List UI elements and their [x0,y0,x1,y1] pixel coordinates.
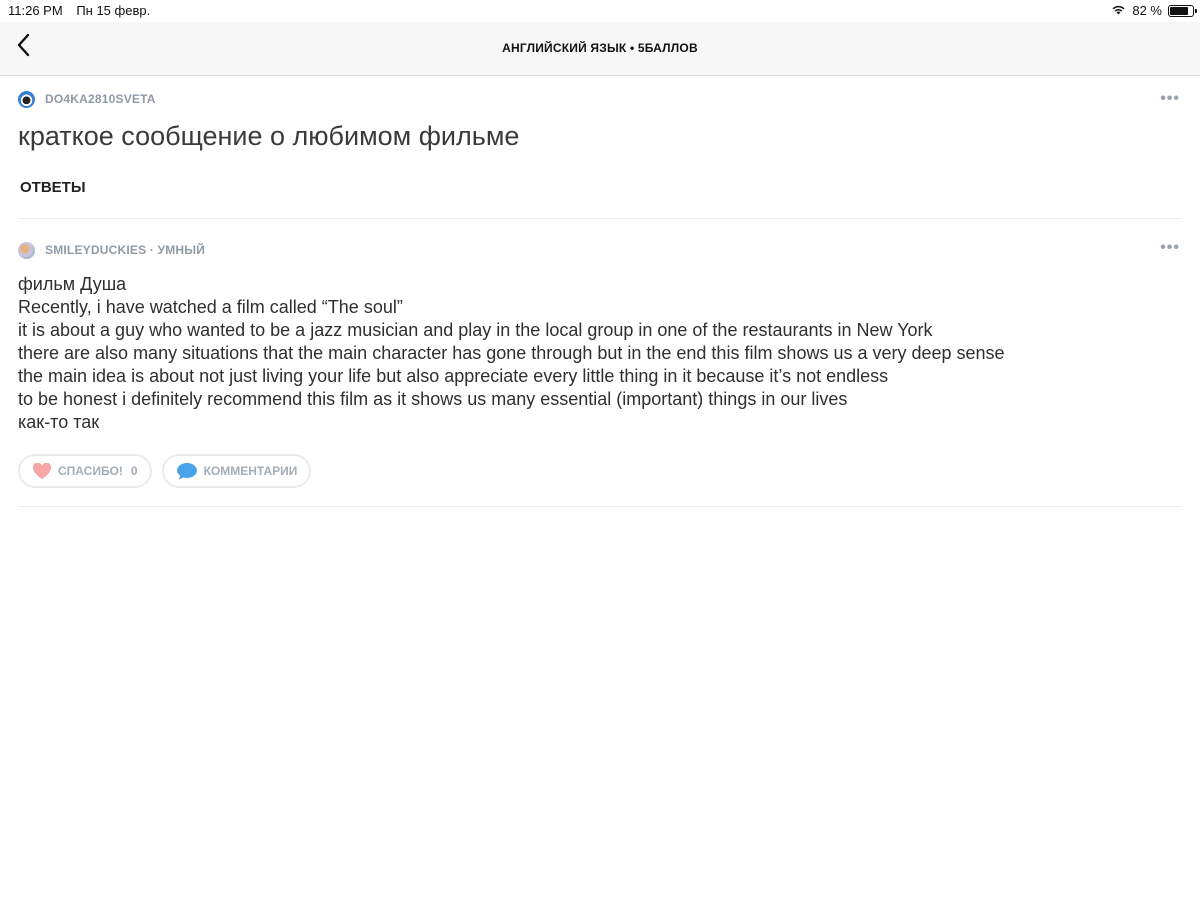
battery-percent: 82 % [1132,3,1162,18]
thanks-button[interactable] [18,454,152,488]
more-dots-icon[interactable]: ••• [1160,90,1180,107]
comment-bubble-icon [176,462,198,480]
nav-title: АНГЛИЙСКИЙ ЯЗЫК • 5БАЛЛОВ [502,41,698,55]
thanks-label: СПАСИБО! [58,464,123,478]
more-dots-icon[interactable]: ••• [1160,239,1180,256]
answer-line: to be honest i definitely recommend this film as it shows us many essential (important) things in our lives [18,389,848,409]
avatar[interactable] [18,91,35,108]
answer-line: фильм Душа [18,274,127,294]
comments-button[interactable] [162,454,312,488]
answer-line: Recently, i have watched a film called “The soul” [18,297,403,317]
thanks-count: 0 [130,464,138,478]
comments-label: КОММЕНТАРИИ [203,464,298,478]
wifi-icon [1111,3,1126,18]
heart-icon [32,463,52,480]
answer-author-row [18,219,1182,279]
status-time: 11:26 PM [8,3,63,18]
avatar[interactable] [18,242,35,259]
status-date: Пн 15 февр. [76,3,151,18]
answer-line: it is about a guy who wanted to be a jazz musician and play in the local group in one of the restaurants in New York [18,320,933,340]
battery-icon [1168,5,1194,17]
answer-actions [18,454,1182,488]
answer-line: there are also many situations that the main character has gone through but in the end this film shows us a very deep sense [18,343,1005,363]
question-author-row [18,76,1182,122]
question-author-name[interactable]: DO4KA2810SVETA [45,92,156,106]
answer-line: the main idea is about not just living your life but also appreciate every little thing in it because it’s not endless [18,366,889,386]
status-right [1111,3,1194,18]
answer-line: как-то так [18,412,100,432]
question-text: краткое сообщение о любимом фильме [18,121,520,151]
battery-level-fill [1170,7,1188,15]
answers-header: ОТВЕТЫ [20,179,86,196]
main-content [18,76,1182,507]
answer-author-name[interactable]: SMILEYDUCKIES · УМНЫЙ [45,243,206,257]
nav-bar [0,22,1200,76]
answer-text [18,273,1182,434]
status-left [8,3,160,18]
divider [18,506,1182,507]
status-bar [0,0,1200,22]
